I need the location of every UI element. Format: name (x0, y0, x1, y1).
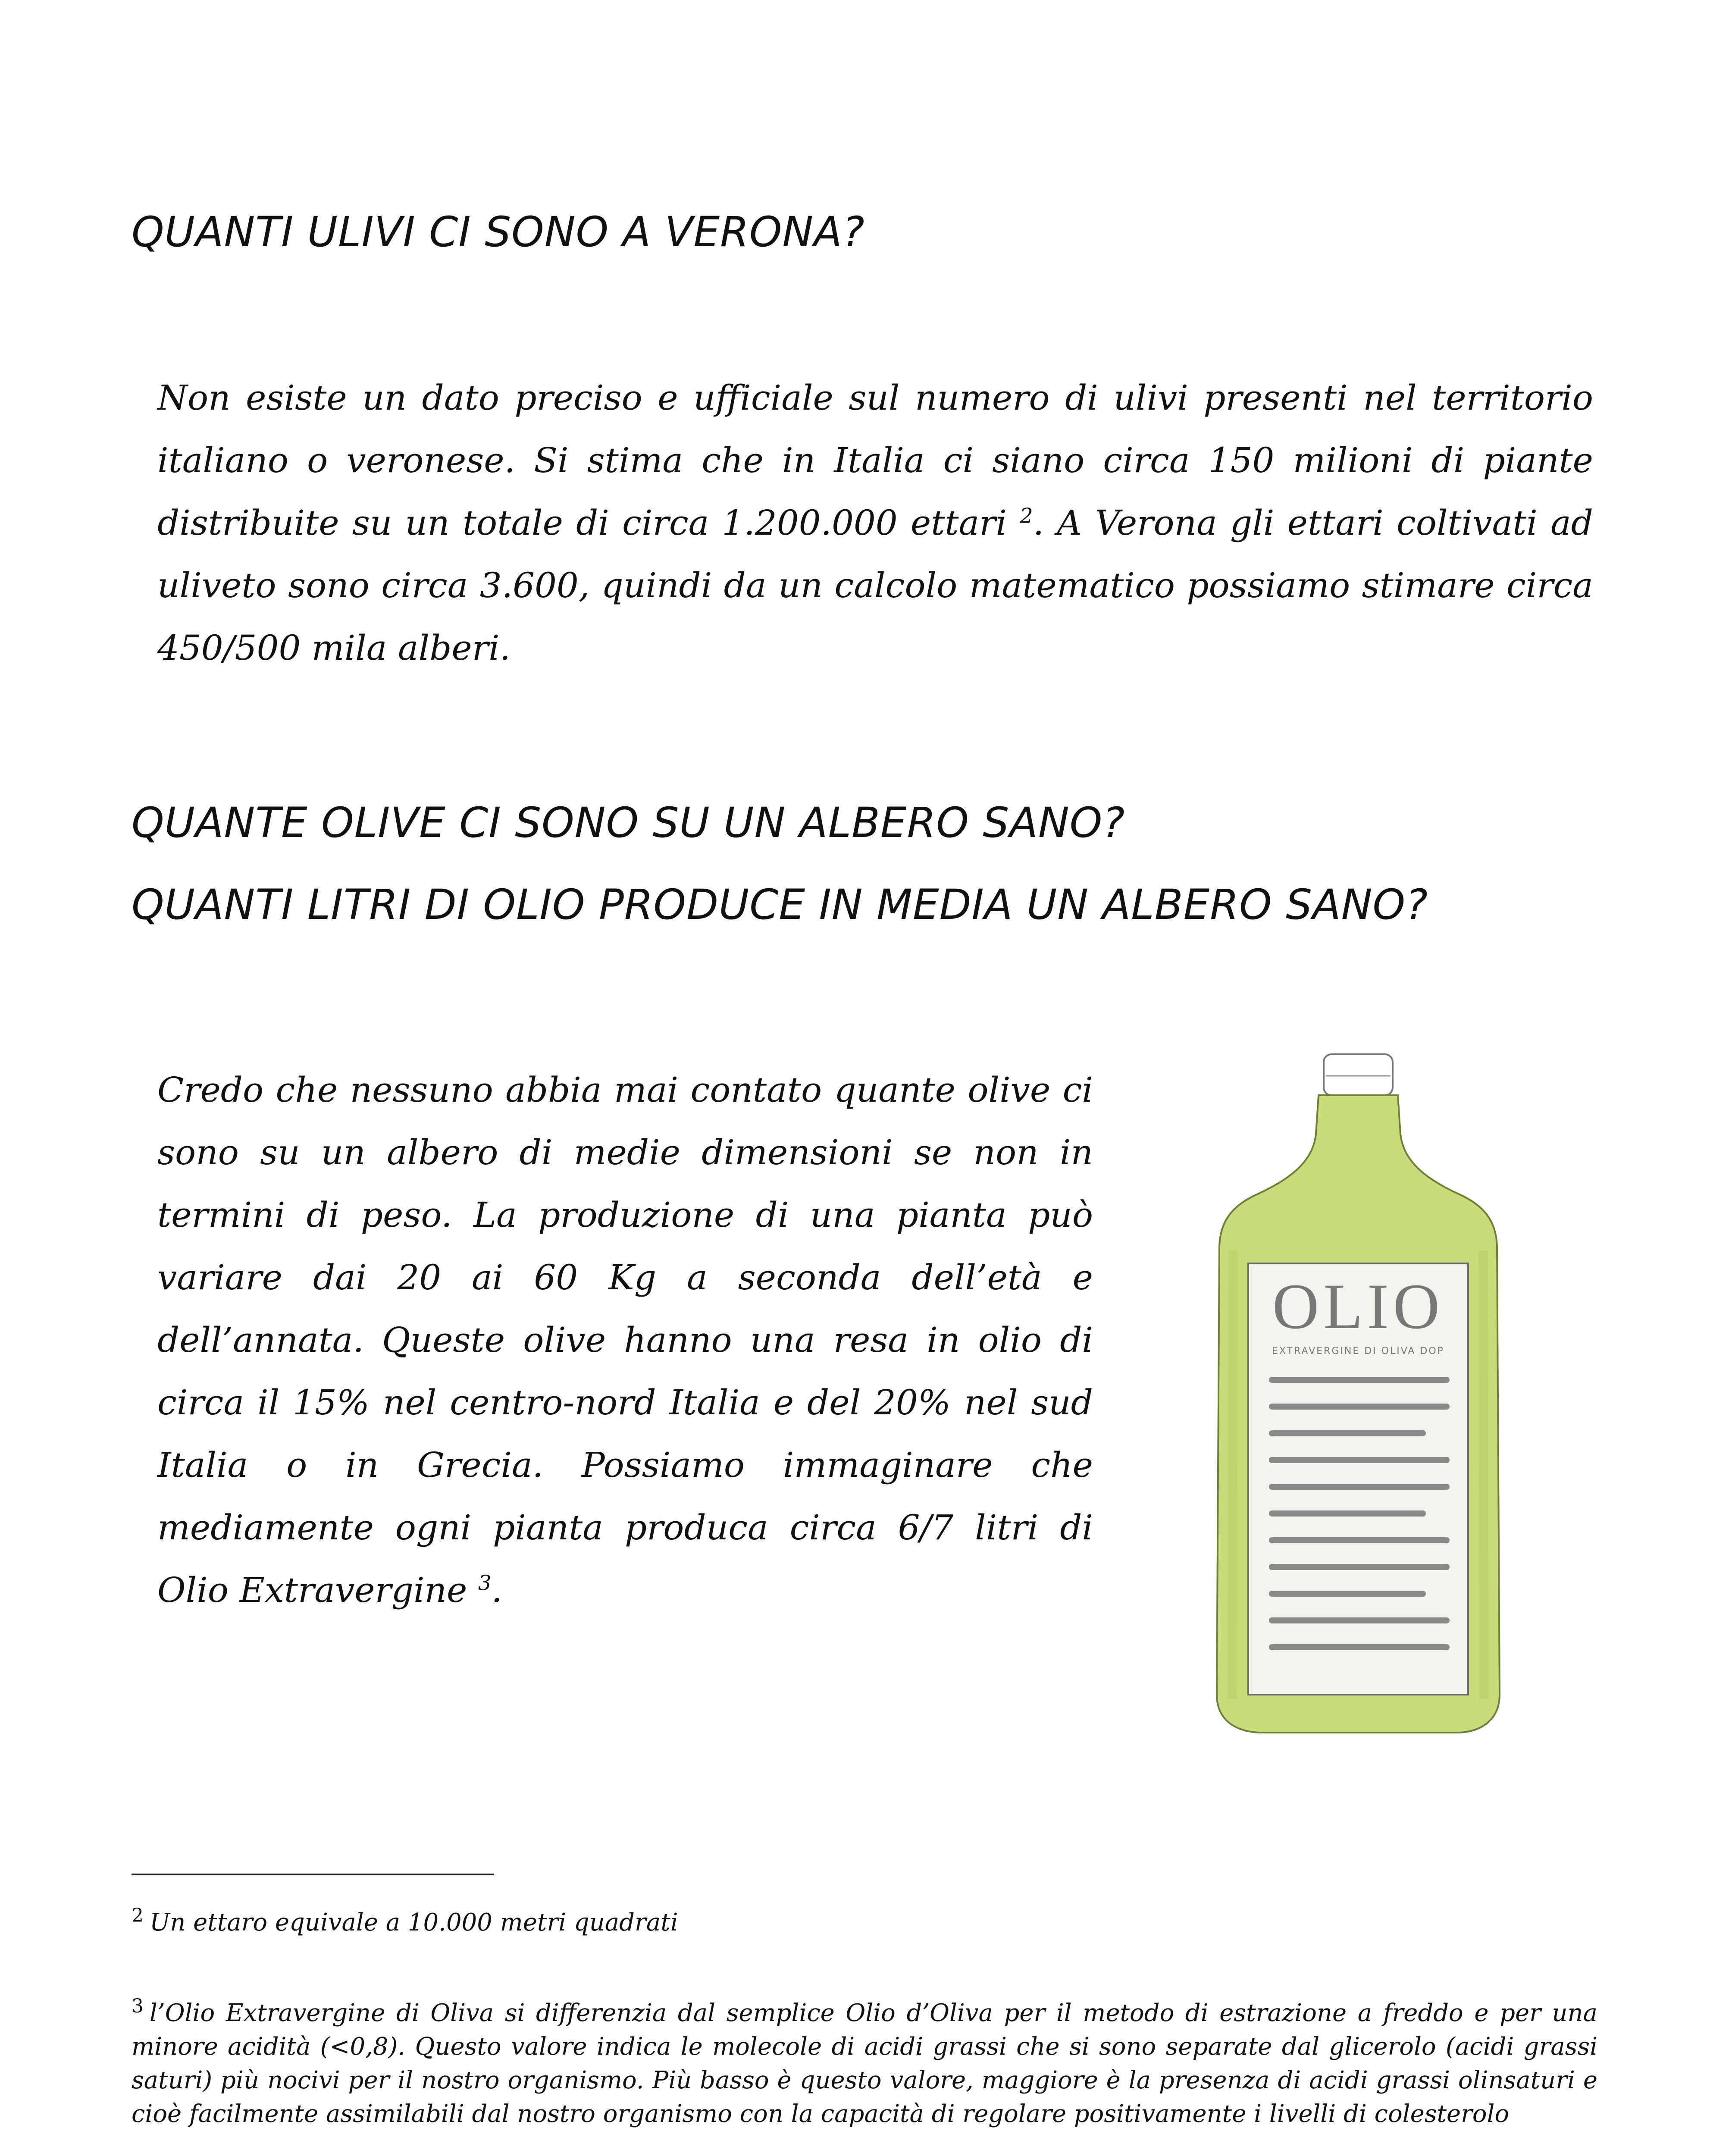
footnote-number: 2 (132, 1905, 144, 1927)
footnote-separator (132, 1874, 494, 1875)
footnote-2 (132, 1906, 1597, 1940)
section-heading-olive-albero: QUANTE OLIVE CI SONO SU UN ALBERO SANO? (132, 799, 1125, 847)
paragraph-text: . A Verona gli ettari coltivati ad uliveto sono circa 3.600, quindi da un calcolo matematico possiamo stimare circa 450/500 mila alberi. (157, 503, 1594, 668)
paragraph-text: . (491, 1570, 502, 1610)
section-heading-litri-olio: QUANTI LITRI DI OLIO PRODUCE IN MEDIA UN ALBERO SANO? (132, 881, 1428, 929)
paragraph-text: Non esiste un dato preciso e ufficiale sul numero di ulivi presenti nel territorio italiano o veronese. Si stima che in Italia ci siano circa 150 milioni di piante distribuite su un totale di circa 1.200.000 ettari (157, 378, 1593, 543)
footnote-ref-2[interactable]: 2 (1020, 504, 1033, 528)
bottle-label-subtitle: EXTRAVERGINE DI OLIVA DOP (1272, 1346, 1444, 1357)
footnote-3 (132, 1996, 1597, 2131)
paragraph-text: Credo che nessuno abbia mai contato quante olive ci sono su un albero di medie dimensioni se non in termini di peso. La produzione di una pianta può variare dai 20 ai 60 Kg a seconda dell’età e dell’annata. Queste olive hanno una resa in olio di circa il 15% nel centro-nord Italia e del 20% nel sud Italia o in Grecia. Possiamo immaginare che mediamente ogni pianta produca circa 6/7 litri di Olio Extravergine (157, 1070, 1093, 1610)
footnote-ref-3[interactable]: 3 (478, 1571, 492, 1595)
footnote-number: 3 (132, 1995, 144, 2018)
section-heading-ulivi-verona: QUANTI ULIVI CI SONO A VERONA? (132, 208, 865, 256)
paragraph-ulivi-verona (157, 367, 1593, 679)
footnote-text: Un ettaro equivale a 10.000 metri quadrati (150, 1908, 678, 1937)
footnote-text: l’Olio Extravergine di Oliva si differenzia dal semplice Olio d’Oliva per il metodo di estrazione a freddo e per una minore acidità (<0,8). Questo valore indica le molecole di acidi grassi che si sono separate dal glicerolo (acidi grassi saturi) più nocivi per il nostro organismo. Più basso è questo valore, maggiore è la presenza di acidi grassi olinsaturi e cioè facilmente assimilabili dal nostro organismo con la capacità di regolare positivamente i livelli di colesterolo (132, 1999, 1597, 2128)
paragraph-olive-albero (157, 1059, 1093, 1621)
bottle-label-title: OLIO (1272, 1271, 1444, 1342)
bottle-cap (1324, 1054, 1393, 1095)
olive-oil-bottle-illustration (1207, 1052, 1509, 1738)
